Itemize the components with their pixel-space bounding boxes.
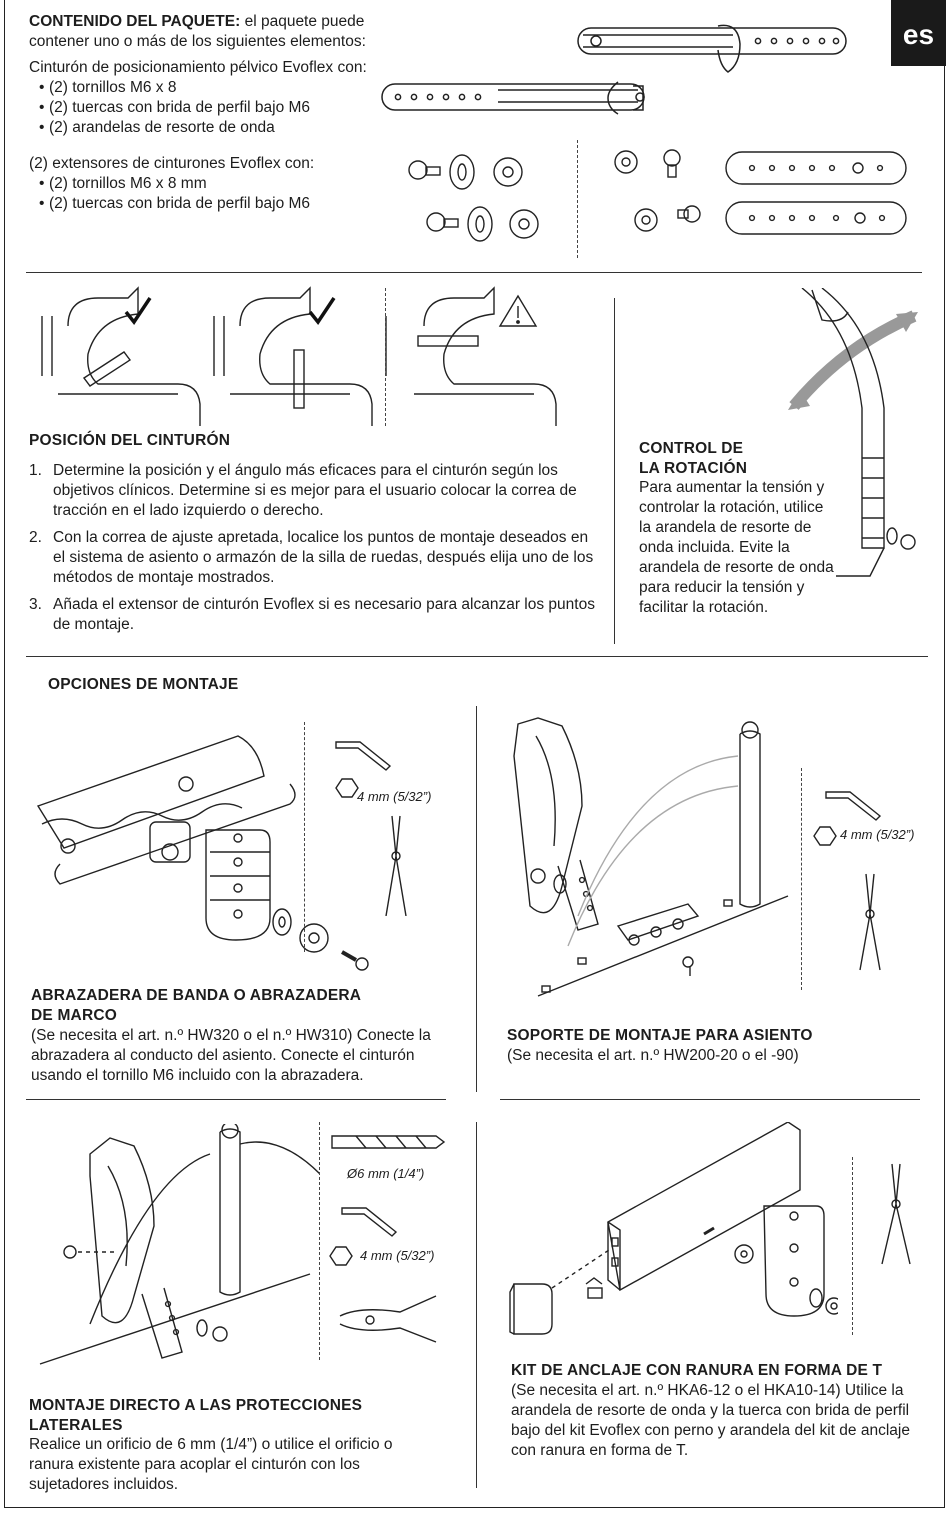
extenders-block [29,154,409,214]
rotation-text: Para aumentar la tensión y controlar la rotación, utilice la arandela de resorte de onda incluida. Evite la arandela de resorte de onda para reducir la tensión y facilitar la rotación. [639,479,834,616]
step-item [29,528,595,588]
clamp-title-line: ABRAZADERA DE BANDA O ABRAZADERA [31,987,362,1004]
hardware-illustration [400,140,920,260]
t-slot-text: (Se necesita el art. n.º HKA6-12 o el HKA10-14) Utilice la arandela de resorte de onda y la tuerca con brida de perfil bajo del kit Evoflex con perno y arandela del kit de anclaje con ranura en forma de T. [511,1382,910,1459]
divider [801,768,802,990]
side-guard-title-line: MONTAJE DIRECTO A LAS PROTECCIONES [29,1397,363,1414]
side-guard-illustration [30,1124,320,1374]
divider [26,656,928,657]
language-tab: es [891,0,946,66]
step-text: Añada el extensor de cinturón Evoflex si es necesario para alcanzar los puntos de montaje. [53,596,595,633]
drill-bit-label: Ø6 mm (1/4”) [347,1166,425,1181]
divider [26,272,922,273]
seat-bracket-text: (Se necesita el art. n.º HW200-20 o el -90) [507,1047,799,1064]
side-guard-title [29,1396,449,1436]
pelvic-belt-label: Cinturón de posicionamiento pélvico Evoflex con: [29,59,367,76]
t-slot-illustration [508,1122,838,1352]
seat-bracket-title: SOPORTE DE MONTAJE PARA ASIENTO [507,1027,813,1044]
clamp-title [31,986,451,1026]
t-slot-title: KIT DE ANCLAJE CON RANURA EN FORMA DE T [511,1362,883,1379]
step-number: 1. [29,462,42,479]
step-text: Con la correa de ajuste apretada, localice los puntos de montaje deseados en el sistema de asiento o armazón de la silla de ruedas, después elija uno de los métodos de montaje mostrados. [53,529,594,586]
side-guard-tools-illustration [326,1126,446,1356]
divider [852,1157,853,1335]
rotation-heading [639,439,839,479]
rotation-heading-line: LA ROTACIÓN [639,460,748,477]
seat-bracket-tools-illustration [810,782,920,972]
clamp-tools-illustration [326,736,436,916]
pelvic-item: • (2) arandelas de resorte de onda [39,118,409,138]
side-guard-text: Realice un orificio de 6 mm (1/4”) o utilice el orificio o ranura existente para acoplar el cinturón con los sujetadores incluidos. [29,1436,393,1493]
divider [577,140,578,258]
divider [614,298,615,644]
t-slot-tools-illustration [866,1160,926,1270]
contents-intro [29,12,409,52]
pelvic-belts-illustration [378,20,858,130]
divider [304,722,305,952]
step-number: 3. [29,596,42,613]
belt-position-steps [29,461,595,642]
step-item [29,461,595,521]
divider [385,288,386,426]
hex-key-label: 4 mm (5/32”) [840,827,915,842]
contents-intro-text: el paquete puede contener uno o más de los siguientes elementos: [29,13,366,50]
step-item [29,595,595,635]
seat-bracket-illustration [508,716,798,1006]
pelvic-item: • (2) tornillos M6 x 8 [39,78,409,98]
hex-key-label: 4 mm (5/32”) [360,1248,435,1263]
divider [476,706,477,1092]
mounting-heading: OPCIONES DE MONTAJE [48,676,239,693]
pelvic-item: • (2) tuercas con brida de perfil bajo M6 [39,98,409,118]
divider [476,1122,477,1488]
clamp-text: (Se necesita el art. n.º HW320 o el n.º HW310) Conecte la abrazadera al conducto del asiento. Conecte el cinturón usando el tornillo M6 incluido con la abrazadera. [31,1027,431,1084]
clamp-title-line: DE MARCO [31,1007,117,1024]
step-text: Determine la posición y el ángulo más eficaces para el cinturón según los objetivos clínicos. Determine si es mejor para el usuario colocar la correa de tracción en el lado izquierdo o derecho. [53,462,577,519]
belt-position-heading: POSICIÓN DEL CINTURÓN [29,432,231,449]
divider [500,1099,920,1100]
extenders-label: (2) extensores de cinturones Evoflex con: [29,155,315,172]
seating-posture-illustration [28,286,588,426]
hex-key-label: 4 mm (5/32”) [357,789,432,804]
extender-item: • (2) tornillos M6 x 8 mm [39,174,409,194]
step-number: 2. [29,529,42,546]
divider [319,1122,320,1360]
contents-heading: CONTENIDO DEL PAQUETE: [29,13,241,30]
extender-item: • (2) tuercas con brida de perfil bajo M6 [39,194,409,214]
divider [26,1099,446,1100]
side-guard-title-line: LATERALES [29,1417,123,1434]
pelvic-belt-block [29,58,409,138]
rotation-heading-line: CONTROL DE [639,440,744,457]
